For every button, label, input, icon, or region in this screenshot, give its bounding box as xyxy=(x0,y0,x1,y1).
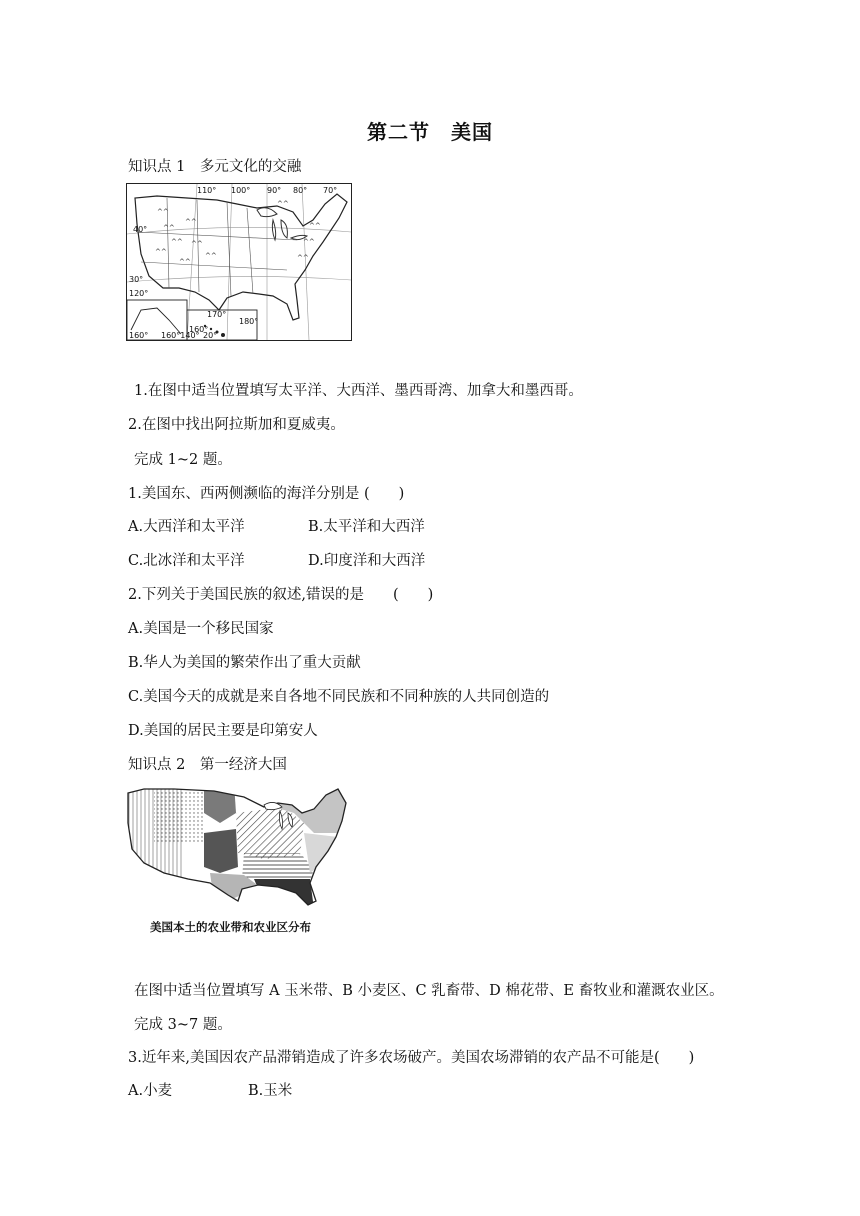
svg-text:^^: ^^ xyxy=(163,224,175,232)
lon-label: 100° xyxy=(231,186,251,195)
lon-label: 110° xyxy=(197,186,217,195)
option-b: B.玉米 xyxy=(248,1083,293,1099)
inset-label: 120° xyxy=(129,289,149,298)
option-c: C.美国今天的成就是来自各地不同民族和不同种族的人共同创造的 xyxy=(128,689,550,705)
inset-label: 160° xyxy=(129,331,149,340)
us-outline-map xyxy=(126,183,352,341)
option-a: A.美国是一个移民国家 xyxy=(128,621,274,637)
task-line: 2.在图中找出阿拉斯加和夏威夷。 xyxy=(128,417,345,433)
svg-text:^^: ^^ xyxy=(179,258,191,266)
option-b: B.太平洋和大西洋 xyxy=(308,519,425,535)
option-c: C.北冰洋和太平洋 xyxy=(128,553,245,569)
section2-heading: 知识点 2 第一经济大国 xyxy=(128,757,287,773)
svg-text:^^: ^^ xyxy=(155,248,167,256)
question-stem: 2.下列关于美国民族的叙述,错误的是 ( ) xyxy=(128,587,434,603)
us-outline-map-drawing xyxy=(127,184,351,340)
instruction: 完成 1~2 题。 xyxy=(134,452,232,468)
lon-label: 90° xyxy=(267,186,282,195)
inset-label: 160°140° xyxy=(161,331,200,340)
svg-text:^^: ^^ xyxy=(185,218,197,226)
svg-text:^^: ^^ xyxy=(297,254,309,262)
map-caption: 美国本土的农业带和农业区分布 xyxy=(150,920,311,934)
option-d: D.美国的居民主要是印第安人 xyxy=(128,723,318,739)
page-title: 第二节 美国 xyxy=(367,120,493,144)
svg-text:^^: ^^ xyxy=(157,208,169,216)
lat-label: 40° xyxy=(133,225,148,234)
svg-text:^^: ^^ xyxy=(277,200,289,208)
agriculture-map-drawing xyxy=(124,783,348,909)
section1-heading: 知识点 1 多元文化的交融 xyxy=(128,159,302,175)
task-line: 在图中适当位置填写 A 玉米带、B 小麦区、C 乳畜带、D 棉花带、E 畜牧业和灌溉农业区。 xyxy=(134,983,724,999)
svg-text:^^: ^^ xyxy=(205,252,217,260)
svg-text:^^: ^^ xyxy=(309,222,321,230)
lon-label: 80° xyxy=(293,186,308,195)
instruction: 完成 3~7 题。 xyxy=(134,1017,232,1033)
option-b: B.华人为美国的繁荣作出了重大贡献 xyxy=(128,655,361,671)
option-a: A.大西洋和太平洋 xyxy=(128,519,245,535)
agriculture-map xyxy=(124,783,348,933)
inset-label: 160° xyxy=(189,325,209,334)
svg-text:^^: ^^ xyxy=(191,240,203,248)
svg-text:^^: ^^ xyxy=(171,238,183,246)
option-a: A.小麦 xyxy=(128,1083,173,1099)
option-d: D.印度洋和大西洋 xyxy=(308,553,426,569)
question-stem: 3.近年来,美国因农产品滞销造成了许多农场破产。美国农场滞销的农产品不可能是( ) xyxy=(128,1050,695,1066)
lon-label: 70° xyxy=(323,186,338,195)
inset-label: 170° xyxy=(207,310,227,319)
inset-label: 180° xyxy=(239,317,259,326)
question-stem: 1.美国东、西两侧濒临的海洋分别是 ( ) xyxy=(128,486,405,502)
svg-text:^^: ^^ xyxy=(303,238,315,246)
task-line: 1.在图中适当位置填写太平洋、大西洋、墨西哥湾、加拿大和墨西哥。 xyxy=(134,383,583,399)
lat-label: 30° xyxy=(129,275,144,284)
inset-label: 20° xyxy=(203,331,218,340)
